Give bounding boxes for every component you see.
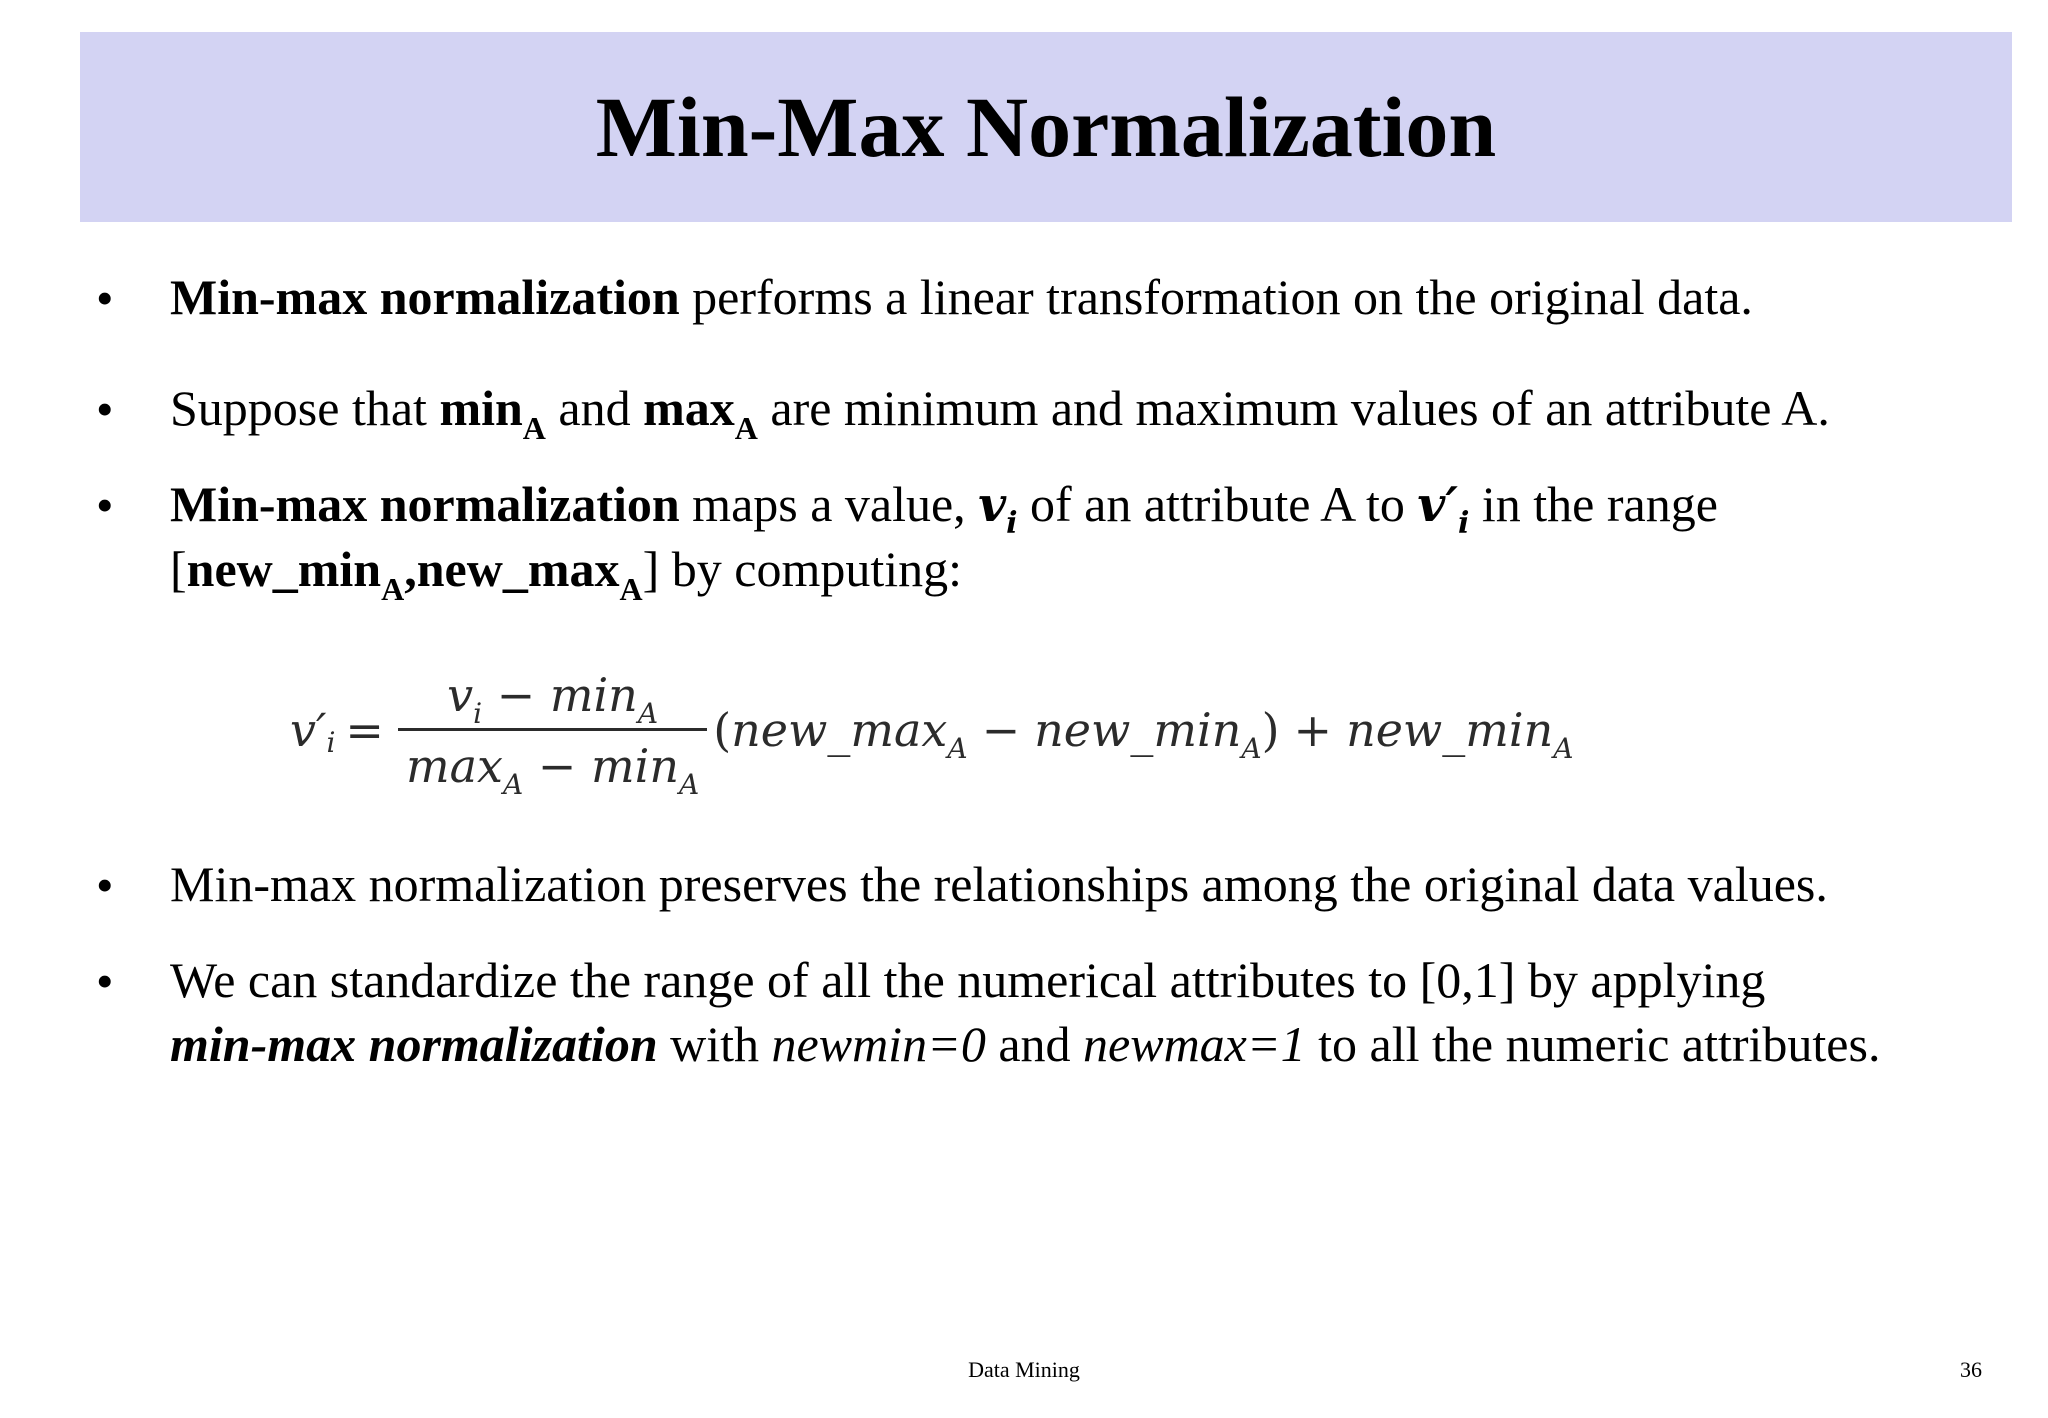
math-v-prime-subscript: i xyxy=(1457,506,1470,541)
math-v-subscript: i xyxy=(1006,506,1018,541)
bullet-5-and: and xyxy=(985,1016,1084,1072)
formula-lhs xyxy=(290,703,335,757)
bullet-2-post: are minimum and maximum values of an attribute A. xyxy=(757,380,1830,436)
formula-v-prime: v′ xyxy=(290,703,327,757)
formula-new-max-sub: A xyxy=(947,732,968,765)
slide-title: Min-Max Normalization xyxy=(595,79,1497,175)
newmax-eq: newmax=1 xyxy=(1083,1016,1306,1072)
formula-new-min-2-sub: A xyxy=(1553,732,1574,765)
formula-v-prime-subscript: i xyxy=(326,725,336,759)
bullet-3 xyxy=(170,472,2010,607)
bullet-3-text-3: in the range xyxy=(1469,476,1718,532)
title-band xyxy=(80,32,2012,222)
bullet-marker: • xyxy=(96,381,114,437)
comma: , xyxy=(404,541,417,597)
new-max-term: new_max xyxy=(416,541,620,597)
new-max-subscript: A xyxy=(619,571,643,607)
max-subscript: A xyxy=(734,410,758,446)
bullet-5-with: with xyxy=(657,1016,772,1072)
bullet-marker: • xyxy=(96,953,114,1009)
newmin-eq: newmin=0 xyxy=(771,1016,986,1072)
normalization-formula xyxy=(290,650,1573,810)
num-minus: − xyxy=(482,667,550,722)
new-min-subscript: A xyxy=(381,571,405,607)
bold-term: Min-max normalization xyxy=(170,269,680,325)
formula-plus: + xyxy=(1293,703,1333,757)
bold-italic-term: min-max normalization xyxy=(170,1016,658,1072)
min-term: min xyxy=(439,380,523,436)
max-term: max xyxy=(643,380,735,436)
bullet-5-line-1: We can standardize the range of all the numerical attributes to [0,1] by applying xyxy=(170,952,1766,1008)
num-min-sub: A xyxy=(637,696,659,730)
formula-minus: − xyxy=(981,703,1021,757)
bullet-5-post: to all the numeric attributes. xyxy=(1305,1016,1881,1072)
paren-open: ( xyxy=(713,703,732,757)
bullet-2 xyxy=(170,376,2010,446)
formula-rest xyxy=(713,703,1574,765)
formula-new-min-2: new_min xyxy=(1346,703,1554,757)
bullet-4: Min-max normalization preserves the relationships among the original data values. xyxy=(170,856,1828,912)
formula-numerator xyxy=(439,668,666,728)
bullet-marker: • xyxy=(96,857,114,913)
bullet-3-text-1: maps a value, xyxy=(679,476,979,532)
bracket-open: [ xyxy=(170,541,187,597)
formula-new-min-sub: A xyxy=(1241,732,1262,765)
footer-title: Data Mining xyxy=(968,1357,1080,1382)
formula-new-min: new_min xyxy=(1034,703,1242,757)
bullet-3-text-2: of an attribute A to xyxy=(1017,476,1418,532)
num-min: min xyxy=(549,667,638,722)
math-v: v xyxy=(978,477,1007,533)
formula-equals: = xyxy=(345,703,384,757)
bullet-5 xyxy=(170,948,2010,1076)
math-v-prime: v′ xyxy=(1417,477,1458,533)
formula-fraction xyxy=(398,667,707,801)
bullet-1 xyxy=(170,265,2010,329)
bold-term: Min-max normalization xyxy=(170,476,680,532)
formula-denominator xyxy=(398,731,707,801)
bracket-close-text: ] by computing: xyxy=(642,541,963,597)
bullet-2-and: and xyxy=(545,380,644,436)
page-number: 36 xyxy=(1960,1357,1982,1382)
paren-close: ) xyxy=(1261,703,1280,757)
bullet-1-text: performs a linear transformation on the original data. xyxy=(679,269,1753,325)
new-min-term: new_min xyxy=(186,541,382,597)
den-min: min xyxy=(590,738,679,793)
bullet-marker: • xyxy=(96,477,114,533)
min-subscript: A xyxy=(522,410,546,446)
den-min-sub: A xyxy=(678,767,700,801)
den-max: max xyxy=(405,738,503,793)
den-max-sub: A xyxy=(502,767,524,801)
bullet-2-pre: Suppose that xyxy=(170,380,440,436)
num-v: v xyxy=(447,667,474,722)
bullet-marker: • xyxy=(96,270,114,326)
formula-new-max: new_max xyxy=(731,703,948,757)
den-minus: − xyxy=(523,738,591,793)
num-v-sub: i xyxy=(473,696,483,730)
